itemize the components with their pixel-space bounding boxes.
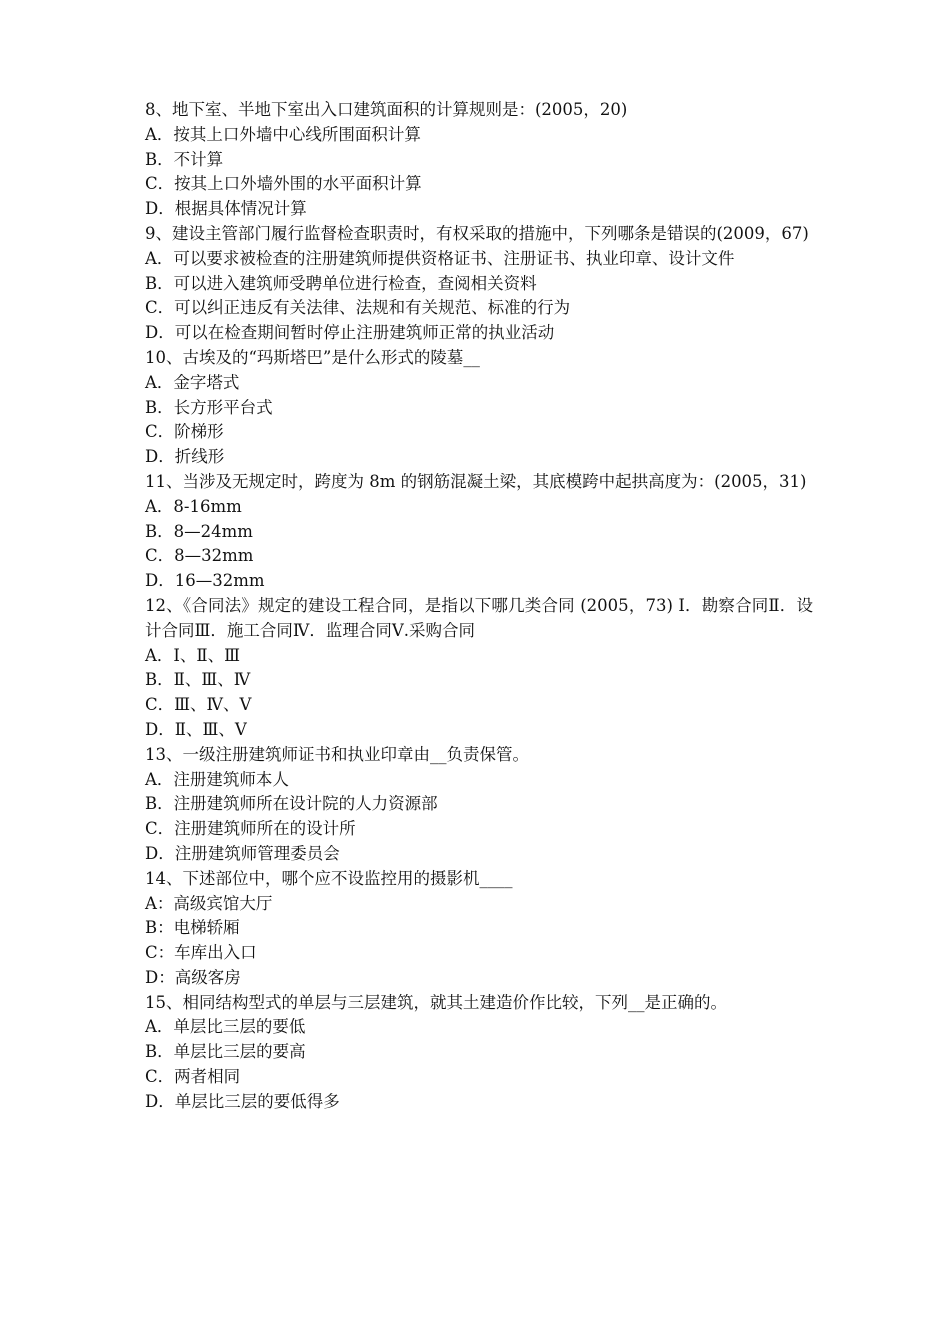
option-a: A：高级宾馆大厅: [145, 893, 273, 913]
option-d: D．根据具体情况计算: [145, 199, 307, 219]
option-a: A．可以要求被检查的注册建筑师提供资格证书、注册证书、执业印章、设计文件: [145, 248, 735, 268]
question-9: [145, 222, 813, 346]
option-c: C．按其上口外墙外围的水平面积计算: [145, 174, 422, 194]
option-a: A．注册建筑师本人: [145, 769, 289, 789]
question-14: [145, 867, 813, 991]
option-b: B．注册建筑师所在设计院的人力资源部: [145, 794, 438, 814]
question-13: [145, 743, 813, 867]
option-d: D．可以在检查期间暂时停止注册建筑师正常的执业活动: [145, 323, 555, 343]
option-a: A．8-16mm: [145, 496, 242, 516]
option-b: B．8—24mm: [145, 521, 253, 541]
question-stem: 10、古埃及的“玛斯塔巴”是什么形式的陵墓__: [145, 347, 480, 367]
option-c: C．注册建筑师所在的设计所: [145, 819, 356, 839]
option-a: A．金字塔式: [145, 372, 240, 392]
option-b: B．长方形平台式: [145, 397, 273, 417]
question-11: [145, 470, 813, 594]
option-a: A．单层比三层的要低: [145, 1017, 306, 1037]
option-d: D．16—32mm: [145, 571, 265, 591]
option-b: B：电梯轿厢: [145, 918, 240, 938]
option-c: C．Ⅲ、Ⅳ、Ⅴ: [145, 695, 252, 715]
question-stem: 9、建设主管部门履行监督检查职责时，有权采取的措施中，下列哪条是错误的(2009，67): [145, 223, 809, 243]
option-a: A．Ⅰ、Ⅱ、Ⅲ: [145, 645, 241, 665]
question-stem: 12、《合同法》规定的建设工程合同，是指以下哪几类合同 (2005，73) Ⅰ．勘察合同Ⅱ．设计合同Ⅲ．施工合同Ⅳ．监理合同Ⅴ.采购合同: [145, 595, 813, 640]
option-c: C．可以纠正违反有关法律、法规和有关规范、标准的行为: [145, 298, 571, 318]
question-stem: 13、一级注册建筑师证书和执业印章由__负责保管。: [145, 744, 529, 764]
question-stem: 8、地下室、半地下室出入口建筑面积的计算规则是：(2005，20): [145, 100, 628, 119]
option-b: B．Ⅱ、Ⅲ、Ⅳ: [145, 670, 251, 690]
option-b: B．不计算: [145, 149, 224, 169]
option-a: A．按其上口外墙中心线所围面积计算: [145, 124, 421, 144]
option-c: C．两者相同: [145, 1067, 241, 1087]
question-stem: 15、相同结构型式的单层与三层建筑，就其土建造价作比较，下列__是正确的。: [145, 992, 727, 1012]
option-b: B．可以进入建筑师受聘单位进行检查，查阅相关资料: [145, 273, 537, 293]
option-d: D．折线形: [145, 447, 225, 467]
document-page: [145, 98, 813, 1115]
option-d: D．Ⅱ、Ⅲ、Ⅴ: [145, 719, 247, 739]
question-stem: 11、当涉及无规定时，跨度为 8m 的钢筋混凝土梁，其底模跨中起拱高度为：(2005，31): [145, 471, 807, 491]
option-d: D．注册建筑师管理委员会: [145, 843, 340, 863]
option-c: C．8—32mm: [145, 546, 254, 566]
option-d: D．单层比三层的要低得多: [145, 1091, 340, 1111]
option-c: C．阶梯形: [145, 422, 224, 442]
question-8: [145, 98, 813, 222]
question-15: [145, 991, 813, 1115]
option-c: C：车库出入口: [145, 943, 257, 963]
question-12: [145, 594, 813, 743]
option-b: B．单层比三层的要高: [145, 1042, 306, 1062]
question-stem: 14、下述部位中，哪个应不设监控用的摄影机____: [145, 868, 513, 888]
question-10: [145, 346, 813, 470]
option-d: D：高级客房: [145, 967, 241, 987]
